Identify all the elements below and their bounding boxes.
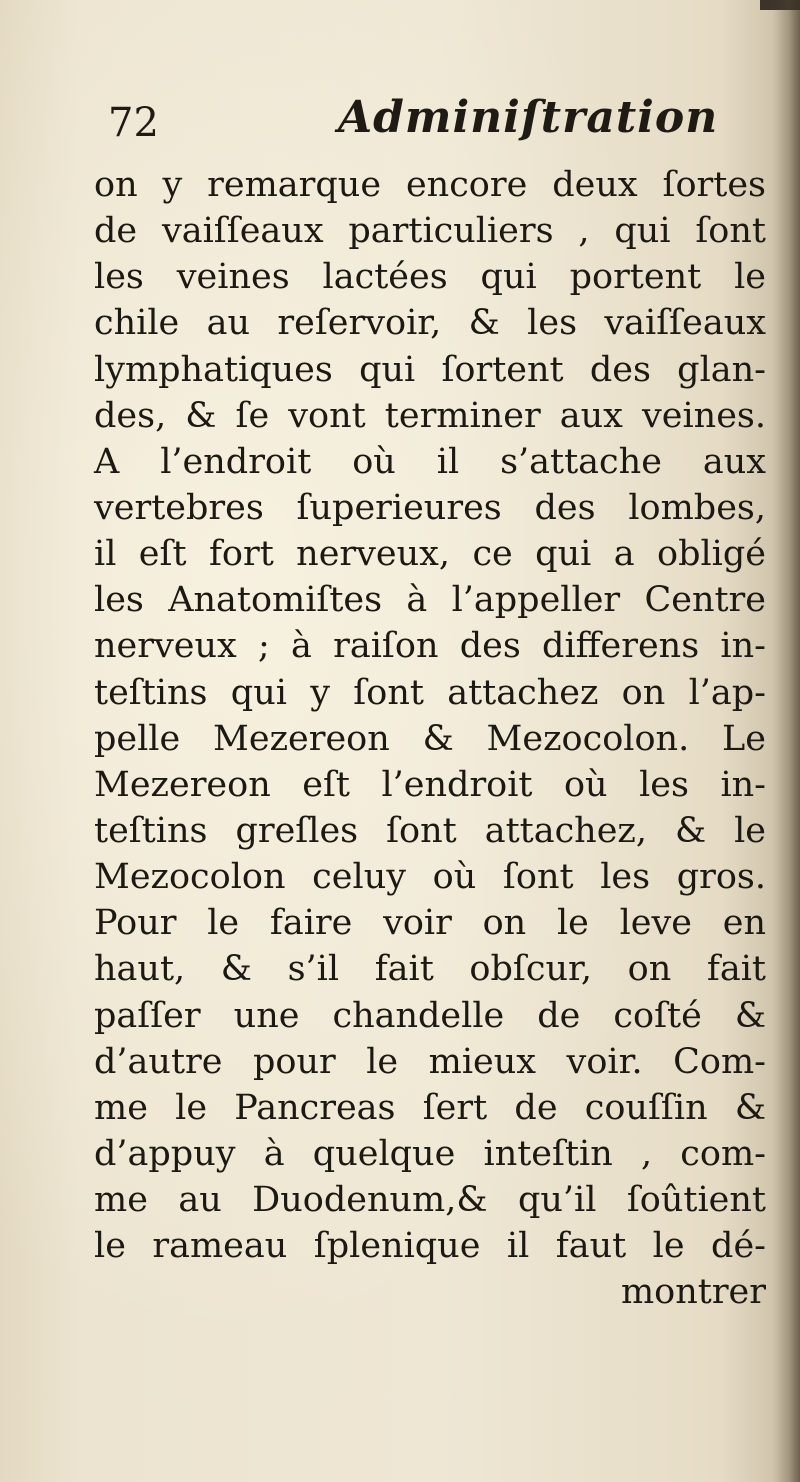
text-line: paſſer une chandelle de coſté & <box>94 995 766 1036</box>
text-line: vertebres ſuperieures des lombes, <box>94 487 766 528</box>
text-line: d’appuy à quelque inteſtin , com- <box>94 1133 766 1174</box>
text-line: Mezocolon celuy où ſont les gros. <box>94 857 766 898</box>
body-text <box>94 162 766 1316</box>
catchword: montrer <box>620 1272 766 1313</box>
running-head: Adminiſtration <box>338 92 719 143</box>
text-line: teſtins greſles ſont attachez, & le <box>94 810 766 851</box>
text-line: A l’endroit où il s’attache aux <box>94 441 766 482</box>
text-line: le rameau ſplenique il faut le dé- <box>94 1226 766 1267</box>
text-line: nerveux ; à raiſon des differens in- <box>94 626 766 667</box>
text-line: des, & ſe vont terminer aux veines. <box>94 395 766 436</box>
text-line: d’autre pour le mieux voir. Com- <box>94 1041 766 1082</box>
text-line: me le Pancreas ſert de couſſin & <box>94 1087 766 1128</box>
text-line: de vaiſſeaux particuliers , qui ſont <box>94 211 766 252</box>
page-number: 72 <box>108 100 159 146</box>
text-line: chile au reſervoir, & les vaiſſeaux <box>94 303 766 344</box>
text-line: me au Duodenum,& qu’il ſoûtient <box>94 1180 766 1221</box>
page-header <box>108 92 719 162</box>
text-line: les Anatomiſtes à l’appeller Centre <box>94 580 766 621</box>
binding-edge <box>760 0 800 10</box>
text-line: teſtins qui y ſont attachez on l’ap- <box>94 672 766 713</box>
text-line: on y remarque encore deux ſortes <box>94 165 766 205</box>
text-line: Mezereon eſt l’endroit où les in- <box>94 764 766 805</box>
text-line: les veines lactées qui portent le <box>94 257 766 298</box>
text-line: Pour le faire voir on le leve en <box>94 903 766 944</box>
text-line: lymphatiques qui ſortent des glan- <box>94 349 766 390</box>
text-line: il eſt fort nerveux, ce qui a obligé <box>94 534 766 575</box>
text-line: pelle Mezereon & Mezocolon. Le <box>94 718 766 759</box>
text-line: haut, & s’il fait obſcur, on fait <box>94 949 766 990</box>
